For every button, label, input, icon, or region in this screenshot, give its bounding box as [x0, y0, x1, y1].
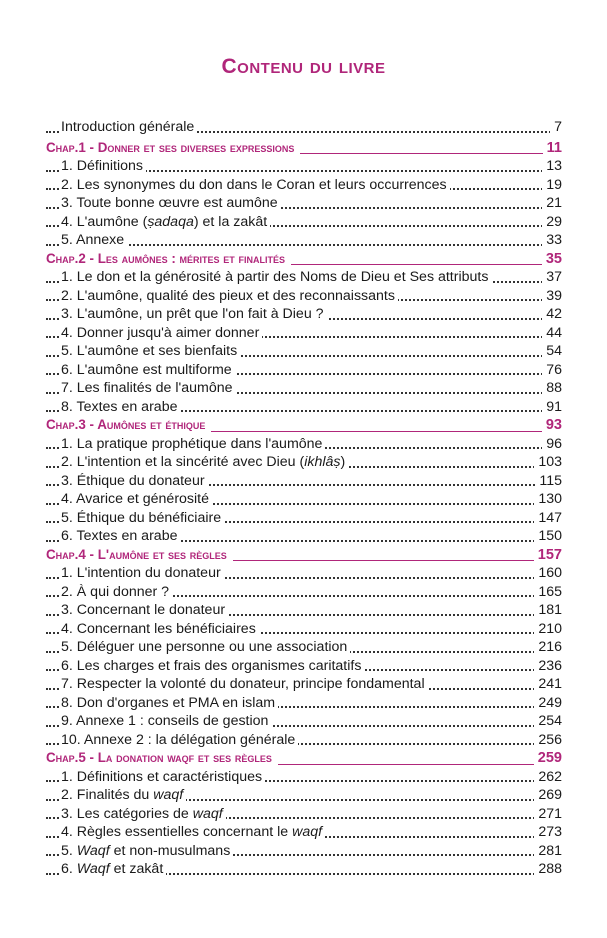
toc-entry-label: 5. Annexe — [61, 232, 127, 248]
chapter-heading-row — [46, 749, 562, 768]
toc-entry-label: 1. La pratique prophétique dans l'aumône — [61, 436, 325, 452]
toc-page-number: 288 — [534, 860, 562, 879]
chapter-title: Chap.1 - Donner et ses diverses expressions — [46, 140, 300, 155]
toc-entry-label: 5. Déléguer une personne ou une association — [61, 639, 350, 655]
chapter-title: Chap.4 - L'aumône et ses règles — [46, 547, 233, 562]
toc-page-number: 241 — [534, 675, 562, 694]
toc-entry-label: 2. À qui donner ? — [61, 584, 172, 600]
toc-page-number: 147 — [534, 509, 562, 528]
toc-item-row — [46, 176, 562, 195]
toc-item-row — [46, 694, 562, 713]
toc-item-row — [46, 361, 562, 380]
toc-page-number: 88 — [542, 379, 562, 398]
toc-page-number: 33 — [542, 231, 562, 250]
toc-item-row — [46, 842, 562, 861]
toc-entry-label: 9. Annexe 1 : conseils de gestion — [61, 713, 271, 729]
toc-item-row — [46, 823, 562, 842]
toc-entry-label: 7. Les finalités de l'aumône — [61, 380, 236, 396]
chapter-title: Chap.2 - Les aumônes : mérites et finalités — [46, 251, 291, 266]
toc-entry-label: 8. Textes en arabe — [61, 399, 180, 415]
toc-item-row — [46, 564, 562, 583]
toc-page-number: 11 — [543, 139, 562, 158]
toc-page-number: 262 — [534, 768, 562, 787]
toc-entry-label: 1. Le don et la générosité à partir des Noms de Dieu et Ses attributs — [61, 269, 491, 285]
chapter-title: Chap.5 - La donation waqf et ses règles — [46, 750, 278, 765]
toc-entry-label: 7. Respecter la volonté du donateur, principe fondamental — [61, 676, 428, 692]
toc-item-row — [46, 509, 562, 528]
chapter-heading-row — [46, 416, 562, 435]
toc-page-number: 19 — [542, 176, 562, 195]
toc-entry-label: 8. Don d'organes et PMA en islam — [61, 695, 278, 711]
toc-page-number: 29 — [542, 213, 562, 232]
toc-entry-label: 5. Waqf et non-musulmans — [61, 843, 233, 859]
toc-item-row — [46, 805, 562, 824]
toc-item-row — [46, 768, 562, 787]
toc-entry-label: 6. L'aumône est multiforme — [61, 362, 235, 378]
toc-item-row — [46, 305, 562, 324]
toc-page-number: 150 — [534, 527, 562, 546]
toc-page-number: 54 — [542, 342, 562, 361]
toc-entry-label: 5. Éthique du bénéficiaire — [61, 510, 224, 526]
table-of-contents — [46, 118, 562, 879]
toc-page-number: 37 — [542, 268, 562, 287]
toc-page-number: 249 — [534, 694, 562, 713]
toc-item-row — [46, 231, 562, 250]
toc-page-number: 115 — [535, 472, 562, 491]
toc-entry-label: 2. L'aumône, qualité des pieux et des reconnaissants — [61, 288, 398, 304]
toc-item-row — [46, 675, 562, 694]
toc-item-row — [46, 213, 562, 232]
toc-item-row — [46, 620, 562, 639]
toc-entry-label: 3. L'aumône, un prêt que l'on fait à Dieu ? — [61, 306, 327, 322]
toc-item-row — [46, 638, 562, 657]
toc-entry-label: 1. Définitions — [61, 158, 146, 174]
toc-page-number: 210 — [534, 620, 562, 639]
toc-entry-label: 4. Donner jusqu'à aimer donner — [61, 325, 262, 341]
toc-entry-label: 6. Textes en arabe — [61, 528, 180, 544]
toc-item-row — [46, 268, 562, 287]
toc-item-row — [46, 379, 562, 398]
toc-entry-label: Introduction générale — [61, 119, 197, 135]
toc-page-number: 281 — [534, 842, 562, 861]
toc-item-row — [46, 860, 562, 879]
toc-item-row — [46, 731, 562, 750]
toc-entry-label: 3. Toute bonne œuvre est aumône — [61, 195, 281, 211]
toc-entry-label: 1. L'intention du donateur — [61, 565, 224, 581]
toc-page-number: 236 — [534, 657, 562, 676]
toc-page-number: 130 — [534, 490, 562, 509]
toc-entry-label: 6. Waqf et zakât — [61, 861, 166, 877]
toc-entry-label: 3. Éthique du donateur — [61, 473, 208, 489]
toc-item-row — [46, 342, 562, 361]
chapter-heading-row — [46, 250, 562, 269]
toc-entry-label: 2. Les synonymes du don dans le Coran et leurs occurrences — [61, 177, 450, 193]
toc-page-number: 181 — [534, 601, 562, 620]
toc-page-number: 271 — [534, 805, 562, 824]
toc-item-row — [46, 472, 562, 491]
toc-item-row — [46, 490, 562, 509]
toc-page-number: 256 — [534, 731, 562, 750]
toc-page-number: 269 — [534, 786, 562, 805]
toc-item-row — [46, 157, 562, 176]
toc-page-number: 21 — [542, 194, 562, 213]
toc-entry-label: 1. Définitions et caractéristiques — [61, 769, 265, 785]
toc-page-number: 44 — [542, 324, 562, 343]
toc-item-row — [46, 583, 562, 602]
toc-page-number: 157 — [534, 546, 562, 565]
toc-entry-label: 4. Règles essentielles concernant le waqf — [61, 824, 325, 840]
toc-entry-label: 5. L'aumône et ses bienfaits — [61, 343, 240, 359]
toc-entry-label: 2. Finalités du waqf — [61, 787, 186, 803]
toc-page-number: 259 — [534, 749, 562, 768]
chapter-list — [46, 139, 562, 879]
toc-item-row — [46, 435, 562, 454]
toc-item-row — [46, 712, 562, 731]
toc-page-number: 216 — [534, 638, 562, 657]
toc-entry-label: 10. Annexe 2 : la délégation générale — [61, 732, 298, 748]
toc-entry-label: 3. Concernant le donateur — [61, 602, 228, 618]
toc-page-number: 7 — [550, 118, 562, 137]
toc-page-number: 76 — [542, 361, 562, 380]
toc-entry-label: 4. Avarice et générosité — [61, 491, 212, 507]
chapter-heading-row — [46, 546, 562, 565]
toc-page-number: 39 — [542, 287, 562, 306]
toc-entry-label: 6. Les charges et frais des organismes caritatifs — [61, 658, 364, 674]
toc-item-row — [46, 287, 562, 306]
toc-entry-label: 4. Concernant les bénéficiaires — [61, 621, 259, 637]
toc-page-number: 91 — [542, 398, 562, 417]
page-title: Contenu du livre — [221, 55, 386, 78]
toc-item-row — [46, 398, 562, 417]
chapter-heading-row — [46, 139, 562, 158]
toc-item-row — [46, 453, 562, 472]
toc-page-number: 96 — [542, 435, 562, 454]
toc-entry-label: 2. L'intention et la sincérité avec Dieu (ikhlâṣ) — [61, 454, 348, 470]
toc-page-number: 35 — [542, 250, 562, 269]
toc-item-row — [46, 786, 562, 805]
toc-page-number: 13 — [542, 157, 562, 176]
toc-item-row — [46, 527, 562, 546]
toc-item-row — [46, 324, 562, 343]
toc-item-row — [46, 657, 562, 676]
toc-intro-row — [46, 118, 562, 137]
toc-item-row — [46, 601, 562, 620]
toc-entry-label: 3. Les catégories de waqf — [61, 806, 226, 822]
toc-page-number: 160 — [534, 564, 562, 583]
chapter-title: Chap.3 - Aumônes et éthique — [46, 417, 211, 432]
toc-page-number: 273 — [534, 823, 562, 842]
toc-page-number: 42 — [542, 305, 562, 324]
toc-page-number: 165 — [534, 583, 562, 602]
toc-page-number: 103 — [534, 453, 562, 472]
toc-item-row — [46, 194, 562, 213]
toc-page-number: 93 — [542, 416, 562, 435]
toc-entry-label: 4. L'aumône (ṣadaqa) et la zakât — [61, 214, 270, 230]
toc-page-number: 254 — [534, 712, 562, 731]
